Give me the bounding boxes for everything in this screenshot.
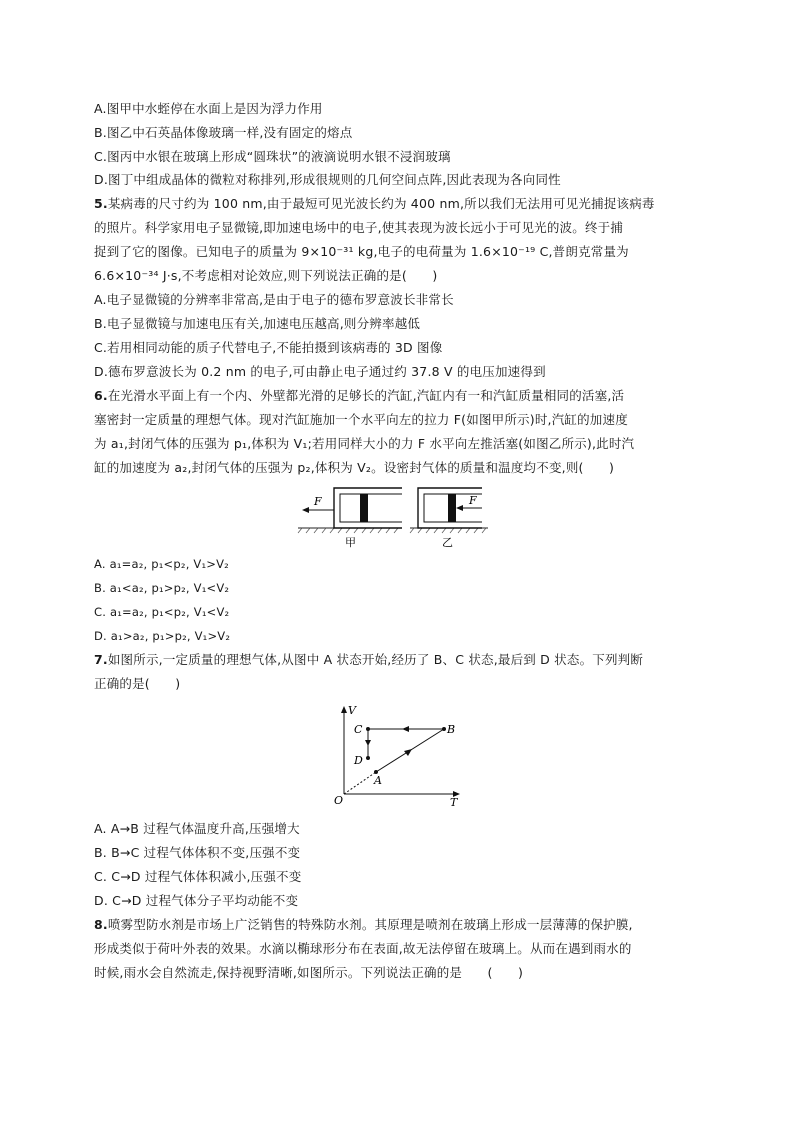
q7-option-d: D. C→D 过程气体分子平均动能不变 — [94, 893, 299, 908]
arrow-c-d — [365, 740, 371, 746]
q4-option-d: D.图丁中组成晶体的微粒对称排列,形成很规则的几何空间点阵,因此表现为各向同性 — [94, 172, 561, 187]
q5-option-a: A.电子显微镜的分辨率非常高,是由于电子的德布罗意波长非常长 — [94, 292, 454, 307]
q6-option-d: D. a₁>a₂, p₁>p₂, V₁>V₂ — [94, 629, 231, 643]
caption-right: 乙 — [442, 536, 453, 549]
q6-stem-line-2: 塞密封一定质量的理想气体。现对汽缸施加一个水平向左的拉力 F(如图甲所示)时,汽缸的加速度 — [94, 412, 628, 427]
q8-stem-line-2: 形成类似于荷叶外表的效果。水滴以椭球形分布在表面,故无法停留在玻璃上。从而在遇到雨水的 — [94, 941, 632, 956]
arrow-head-left — [302, 507, 309, 513]
ground-hatch-right — [410, 528, 486, 533]
point-c — [366, 727, 370, 731]
cylinder-left-inner — [340, 494, 402, 522]
dashed-origin-line — [344, 772, 376, 794]
q6-stem-line-1: 6.在光滑水平面上有一个内、外壁都光滑的足够长的汽缸,汽缸内有一和汽缸质量相同的活塞,活 — [94, 388, 625, 403]
q5-option-d: D.德布罗意波长为 0.2 nm 的电子,可由静止电子通过约 37.8 V 的电压加速得到 — [94, 364, 546, 379]
q7-vt-graph — [330, 700, 465, 810]
q6-stem-line-4: 缸的加速度为 a₂,封闭气体的压强为 p₂,体积为 V₂。设密封气体的质量和温度均不变,则( ) — [94, 460, 615, 475]
q5-stem-line-4: 6.6×10⁻³⁴ J·s,不考虑相对论效应,则下列说法正确的是( ) — [94, 268, 438, 283]
arrow-b-c — [402, 726, 409, 732]
q5-option-b: B.电子显微镜与加速电压有关,加速电压越高,则分辨率越低 — [94, 316, 421, 331]
q7-option-b: B. B→C 过程气体体积不变,压强不变 — [94, 845, 301, 860]
piston-left — [360, 494, 368, 522]
arrow-head-right — [456, 505, 463, 511]
label-b: B — [447, 723, 456, 736]
q4-option-b: B.图乙中石英晶体像玻璃一样,没有固定的熔点 — [94, 125, 353, 140]
q6-stem-line-3: 为 a₁,封闭气体的压强为 p₁,体积为 V₁;若用同样大小的力 F 水平向左推活塞(如图乙所示),此时汽 — [94, 436, 635, 451]
force-label-left: F — [314, 495, 322, 508]
v-axis-arrow — [341, 706, 347, 713]
q7-stem-line-2: 正确的是( ) — [94, 676, 181, 691]
arrow-a-b — [404, 749, 412, 756]
q8-stem-line-3: 时候,雨水会自然流走,保持视野清晰,如图所示。下列说法正确的是 ( ) — [94, 965, 524, 980]
t-axis-label: T — [450, 796, 458, 809]
q5-stem-line-3: 捉到了它的图像。已知电子的质量为 9×10⁻³¹ kg,电子的电荷量为 1.6×10⁻¹⁹ C,普朗克常量为 — [94, 244, 629, 259]
q5-stem-line-1: 5.某病毒的尺寸约为 100 nm,由于最短可见光波长约为 400 nm,所以我们无法用可见光捕捉该病毒 — [94, 196, 655, 211]
q4-option-a: A.图甲中水蛭停在水面上是因为浮力作用 — [94, 101, 323, 116]
label-d: D — [354, 754, 363, 767]
q8-number: 8. — [94, 917, 108, 932]
point-d — [366, 756, 370, 760]
label-c: C — [354, 723, 363, 736]
q7-stem-line-1: 7.如图所示,一定质量的理想气体,从图中 A 状态开始,经历了 B、C 状态,最后到 D 状态。下列判断 — [94, 652, 644, 667]
piston-right — [448, 494, 456, 522]
q7-number: 7. — [94, 652, 108, 667]
caption-left: 甲 — [345, 536, 356, 549]
q7-option-c: C. C→D 过程气体体积减小,压强不变 — [94, 869, 302, 884]
ground-hatch-left — [298, 528, 398, 533]
origin-label: O — [334, 794, 344, 807]
point-b — [442, 727, 446, 731]
q6-cylinder-figure — [292, 484, 502, 550]
q8-stem-line-1: 8.喷雾型防水剂是市场上广泛销售的特殊防水剂。其原理是喷剂在玻璃上形成一层薄薄的保护膜, — [94, 917, 633, 932]
q6-option-a: A. a₁=a₂, p₁<p₂, V₁>V₂ — [94, 557, 229, 571]
force-label-right: F — [469, 494, 477, 507]
q5-number: 5. — [94, 196, 108, 211]
q5-stem-line-2: 的照片。科学家用电子显微镜,即加速电场中的电子,使其表现为波长远小于可见光的波。终于捕 — [94, 220, 624, 235]
q6-option-c: C. a₁=a₂, p₁<p₂, V₁<V₂ — [94, 605, 230, 619]
q6-option-b: B. a₁<a₂, p₁>p₂, V₁<V₂ — [94, 581, 230, 595]
q7-option-a: A. A→B 过程气体温度升高,压强增大 — [94, 821, 300, 836]
q4-option-c: C.图丙中水银在玻璃上形成“圆珠状”的液滴说明水银不浸润玻璃 — [94, 149, 451, 164]
v-axis-label: V — [348, 704, 356, 717]
label-a: A — [374, 774, 382, 787]
q6-number: 6. — [94, 388, 108, 403]
q5-option-c: C.若用相同动能的质子代替电子,不能拍摄到该病毒的 3D 图像 — [94, 340, 443, 355]
